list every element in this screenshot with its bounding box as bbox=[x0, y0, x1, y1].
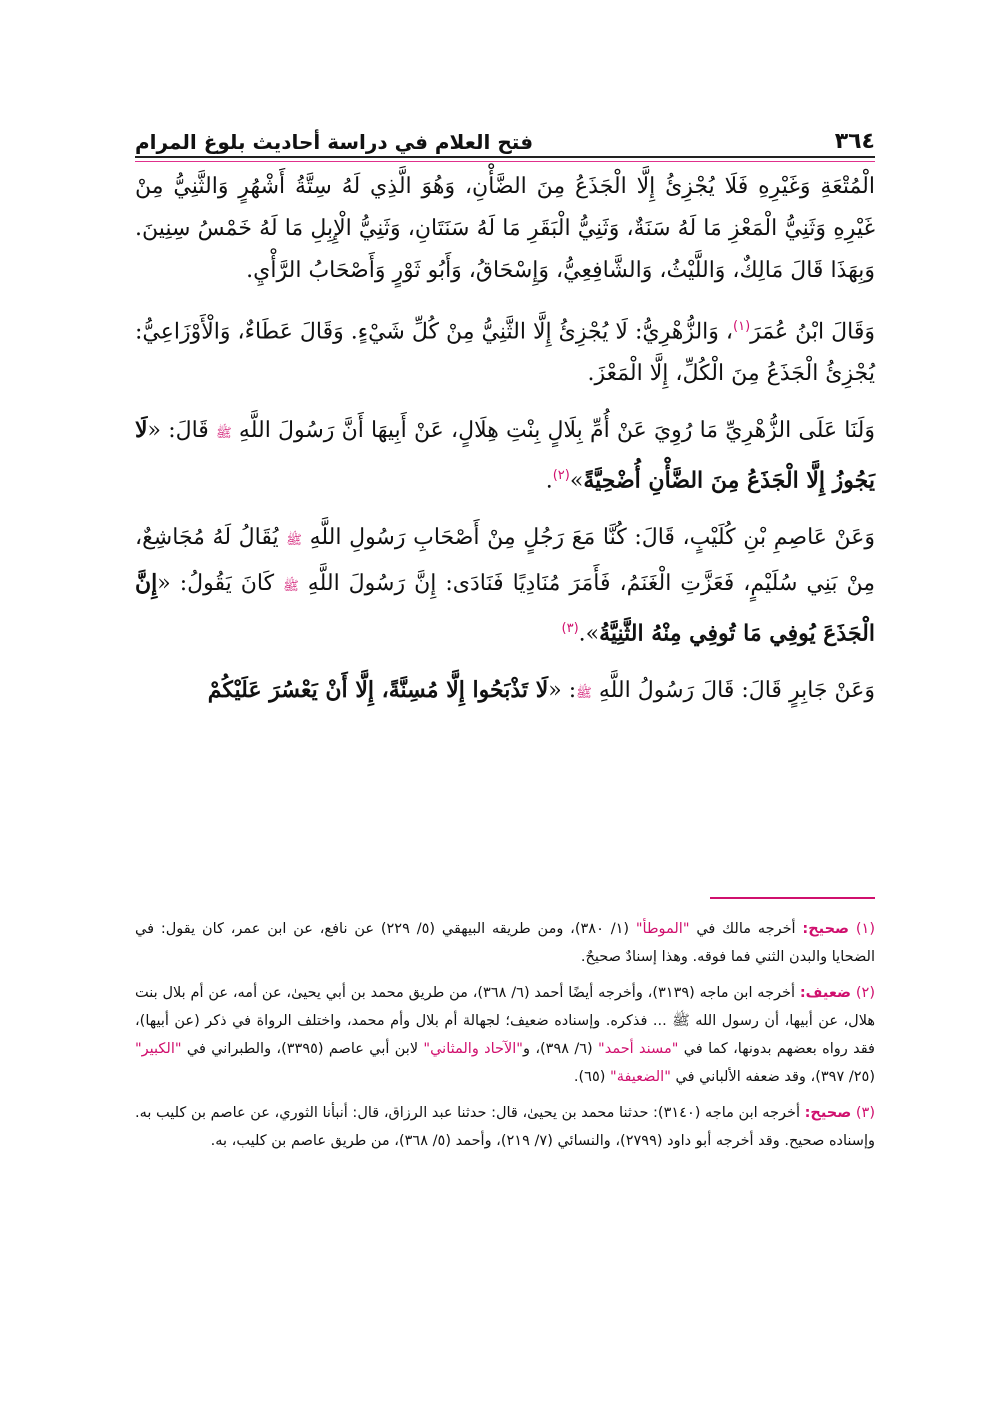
p5-text-a: وَعَنْ جَابِرٍ قَالَ: قَالَ رَسُولُ اللَّهِ bbox=[598, 677, 875, 703]
header-rule-accent bbox=[135, 161, 875, 162]
footnote-text: أخرجه ابن ماجه (٣١٣٩)، وأخرجه أيضًا أحمد (٦/ ٣٦٨)، من طريق محمد بن أبي يحيىٰ، عن أمه، عن أم بلال بنت هلال، عن أبيها، أن رسول الله ﷺ ... فذكره. وإسناده ضعيف؛ لجهالة أم بلال وأم محمد، واختلف الرواة في ذكر (عن أبيها)، فقد رواه بعضهم بدونها، كما في bbox=[135, 985, 875, 1057]
main-text bbox=[135, 166, 875, 729]
page-number: ٣٦٤ bbox=[834, 129, 875, 154]
footnote-number: (٢) bbox=[855, 985, 876, 1001]
footnote-source: "الموطأ" bbox=[635, 921, 690, 937]
footnote-text: (٦٥). bbox=[573, 1069, 606, 1085]
footnote-1 bbox=[135, 915, 875, 971]
footnote-ref-3[interactable]: (٣) bbox=[561, 620, 579, 636]
footnote-grade: صحيح: bbox=[804, 1105, 852, 1121]
p4-quote-close: ». bbox=[578, 620, 600, 646]
footnote-grade: ضعيف: bbox=[799, 985, 852, 1001]
footnote-number: (٣) bbox=[855, 1105, 875, 1121]
footnote-text: لابن أبي عاصم (٣٣٩٥)، والطبراني في bbox=[186, 1041, 419, 1057]
p4-text-c: كَانَ يَقُولُ: « bbox=[157, 570, 275, 596]
footnote-text: (٢٥/ ٣٩٧)، وقد ضعفه الألباني في bbox=[675, 1069, 875, 1085]
footnote-ref-1[interactable]: (١) bbox=[733, 319, 751, 334]
hadith-quote-2: إِنَّ الْجَذَعَ يُوفِي مَا تُوفِي مِنْهُ الثَّنِيَّةُ bbox=[135, 569, 875, 646]
p3-quote-close: » bbox=[569, 468, 584, 494]
page-header bbox=[135, 120, 875, 154]
hadith-quote-3: لَا تَذْبَحُوا إِلَّا مُسِنَّةً، إِلَّا أَنْ يَعْسُرَ عَلَيْكُمْ bbox=[207, 676, 549, 703]
p3-end: . bbox=[545, 468, 553, 494]
p4-text-a: وَعَنْ عَاصِمِ بْنِ كُلَيْبٍ، قَالَ: كُنَّا مَعَ رَجُلٍ مِنْ أَصْحَابِ رَسُولِ اللَّهِ bbox=[309, 524, 876, 550]
footnote-separator bbox=[710, 897, 875, 899]
paragraph-3 bbox=[135, 409, 875, 502]
footnote-3 bbox=[135, 1099, 875, 1155]
p3-text-a: وَلَنَا عَلَى الزُّهْرِيِّ مَا رُوِيَ عَنْ أُمِّ بِلَالٍ بِنْتِ هِلَالٍ، عَنْ أَبِيهَا أَنَّ رَسُولَ اللَّهِ bbox=[238, 418, 875, 444]
salawat-glyph: ﷺ bbox=[576, 685, 592, 701]
footnote-text: (٦/ ٣٩٨)، و bbox=[522, 1041, 593, 1057]
footnote-number: (١) bbox=[855, 921, 876, 937]
book-title: فتح العلام في دراسة أحاديث بلوغ المرام bbox=[135, 130, 534, 154]
footnote-source: "الآحاد والمثاني" bbox=[423, 1041, 523, 1057]
footnote-source: "الكبير" bbox=[135, 1041, 182, 1057]
hadith-quote-1: لَا يَجُوزُ إِلَّا الْجَذَعُ مِنَ الضَّأْنِ أُضْحِيَّةً bbox=[135, 417, 875, 494]
footnote-source: "مسند أحمد" bbox=[598, 1041, 679, 1057]
p4-text-b: يُقَالُ لَهُ مُجَاشِعٌ، مِنْ بَنِي سُلَيْمٍ، فَعَزَّتِ الْغَنَمُ، فَأَمَرَ مُنَادِيًا فَنَادَى: إِنَّ رَسُولَ اللَّهِ bbox=[135, 524, 875, 596]
p3-text-b: قَالَ: « bbox=[147, 418, 209, 444]
footnote-text: أخرجه مالك في bbox=[696, 921, 796, 937]
salawat-glyph: ﷺ bbox=[286, 532, 302, 548]
footnote-grade: صحيح: bbox=[802, 921, 850, 937]
paragraph-5 bbox=[135, 669, 875, 715]
header-rule bbox=[135, 156, 875, 158]
footnote-text: (١/ ٣٨٠)، ومن طريقه البيهقي (٥/ ٢٢٩) عن نافع، عن ابن عمر، كان يقول: في الضحايا والبدن الثني فما فوقه. وهذا إسنادٌ صحيحٌ. bbox=[135, 921, 875, 965]
p2-text-a: وَقَالَ ابْنُ عُمَرَ bbox=[750, 319, 876, 345]
footnotes bbox=[135, 915, 875, 1163]
p5-text-b: : « bbox=[548, 677, 577, 703]
p2-text-b: ، وَالزُّهْرِيُّ: لَا يُجْزِئُ إِلَّا الثَّنِيُّ مِنْ كُلِّ شَيْءٍ. وَقَالَ عَطَاءٌ، وَالْأَوْزَاعِيُّ: يُجْزِئُ الْجَذَعُ مِنَ الْكُلِّ، إِلَّا الْمَعْزَ. bbox=[135, 319, 875, 387]
paragraph-2 bbox=[135, 306, 875, 395]
footnote-source: "الضعيفة" bbox=[610, 1069, 671, 1085]
paragraph-1: الْمُتْعَةِ وَغَيْرِهِ فَلَا يُجْزِئُ إِلَّا الْجَذَعُ مِنَ الضَّأْنِ، وَهُوَ الَّذِي لَهُ سِتَّةُ أَشْهُرٍ وَالثَّنِيُّ مِنْ غَيْرِهِ وَثَنِيُّ الْمَعْزِ مَا لَهُ سَنَةٌ، وَثَنِيُّ الْبَقَرِ مَا لَهُ سَنَتَانِ، وَثَنِيُّ الْإِبِلِ مَا لَهُ خَمْسُ سِنِينَ. وَبِهَذَا قَالَ مَالِكٌ، وَاللَّيْثُ، وَالشَّافِعِيُّ، وَإِسْحَاقُ، وَأَبُو ثَوْرٍ وَأَصْحَابُ الرَّأْيِ. bbox=[135, 174, 875, 283]
salawat-glyph: ﷺ bbox=[283, 578, 299, 594]
footnote-text: أخرجه ابن ماجه (٣١٤٠): حدثنا محمد بن يحيىٰ، قال: حدثنا عبد الرزاق، قال: أنبأنا الثوري، عن عاصم بن كليب به. وإسناده صحيح. وقد أخرجه أبو داود (٢٧٩٩)، والنسائي (٧/ ٢١٩)، وأحمد (٥/ ٣٦٨)، من طريق عاصم بن كليب، به. bbox=[134, 1105, 875, 1149]
footnote-2 bbox=[135, 979, 875, 1091]
paragraph-4 bbox=[135, 517, 875, 655]
salawat-glyph: ﷺ bbox=[216, 426, 232, 442]
footnote-ref-2[interactable]: (٢) bbox=[552, 468, 570, 484]
